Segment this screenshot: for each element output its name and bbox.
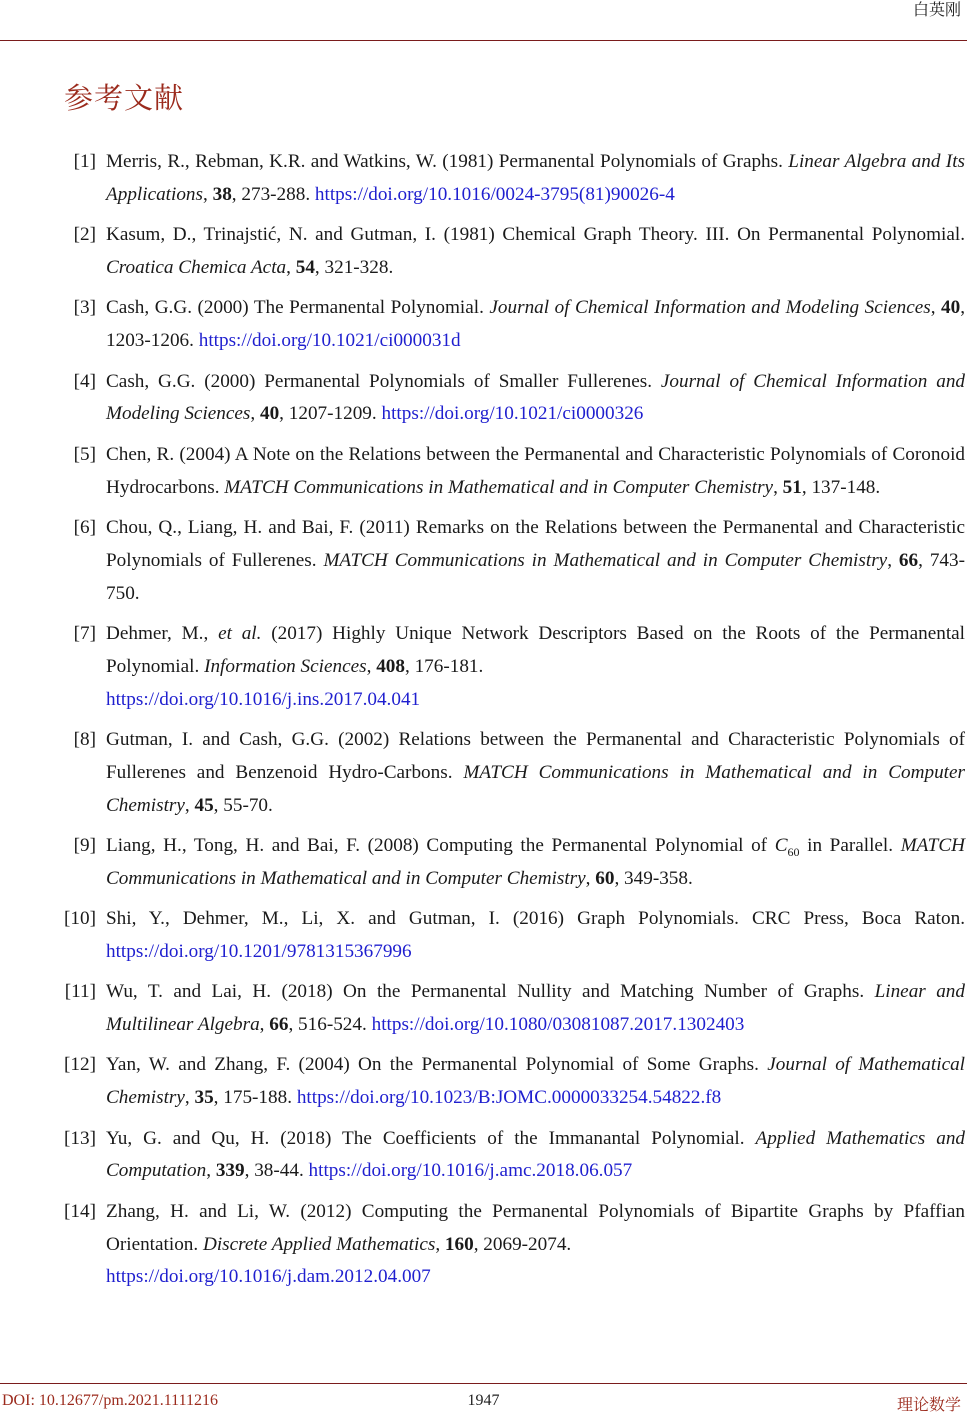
reference-volume: 66: [898, 549, 919, 571]
reference-volume: 40: [941, 297, 961, 319]
reference-journal: Journal of Mathematical Chemistry: [106, 1054, 966, 1109]
reference-volume: 51: [782, 476, 802, 498]
reference-journal: Croatica Chemica Acta: [106, 256, 287, 278]
reference-pages: , 38-44.: [244, 1160, 309, 1182]
reference-item: [7] Dehmer, M., et al. (2017) Highly Unique Network Descriptors Based on the Roots of the Permanental Polynomial. Information Sciences, 408, 176-181. https://doi.org/10.1016/j.ins.2017.04.041: [64, 618, 965, 716]
footer-doi: DOI: 10.12677/pm.2021.1111216: [2, 1392, 218, 1409]
reference-pages: , 321-328.: [314, 256, 394, 278]
reference-number: [1]: [73, 151, 96, 172]
reference-journal: MATCH Communications in Mathematical and in Computer Chemistry: [106, 834, 966, 889]
reference-item: [4] Cash, G.G. (2000) Permanental Polynomials of Smaller Fullerenes. Journal of Chemical Information and Modeling Sciences, 40, 1207-1209. https://doi.org/10.1021/ci0000326: [64, 366, 965, 432]
reference-number: [2]: [73, 224, 96, 246]
reference-item: [3] Cash, G.G. (2000) The Permanental Polynomial. Journal of Chemical Information and Modeling Sciences, 40, 1203-1206. https://doi.org/10.1021/ci000031d: [64, 292, 965, 358]
reference-pages: , 2069-2074.: [473, 1233, 572, 1255]
reference-number: [12]: [64, 1054, 96, 1076]
reference-doi-link[interactable]: https://doi.org/10.1080/03081087.2017.1302403: [371, 1014, 745, 1036]
reference-item: [8] Gutman, I. and Cash, G.G. (2002) Relations between the Permanental and Characteristic Polynomials of Fullerenes and Benzenoid Hydro-Carbons. MATCH Communications in Mathematical and in Computer Chemistry, 45, 55-70.: [64, 724, 965, 822]
footer-journal-name: 理论数学: [896, 1397, 961, 1414]
reference-authors: Chou, Q., Liang, H. and Bai, F. (2011) Remarks on the Relations between the Permanental and Characteristic Polynomials of Fullerenes.: [106, 516, 965, 571]
reference-number: [8]: [73, 728, 96, 750]
reference-volume: 35: [194, 1087, 214, 1109]
reference-pages: , 273-288.: [231, 183, 315, 205]
reference-doi-link[interactable]: https://doi.org/10.1021/ci000031d: [198, 330, 461, 352]
reference-item: [12] Yan, W. and Zhang, F. (2004) On the Permanental Polynomial of Some Graphs. Journal of Mathematical Chemistry, 35, 175-188. https://doi.org/10.1023/B:JOMC.0000033254.54822.f8: [64, 1049, 965, 1115]
reference-authors: Wu, T. and Lai, H. (2018) On the Permanental Nullity and Matching Number of Graphs.: [106, 981, 875, 1003]
reference-journal: MATCH Communications in Mathematical and in Computer Chemistry: [224, 476, 774, 498]
reference-authors: Kasum, D., Trinajstić, N. and Gutman, I. (1981) Chemical Graph Theory. III. On Permanental Polynomial.: [106, 224, 965, 246]
reference-math-subscript: 60: [787, 844, 800, 859]
reference-authors: Liang, H., Tong, H. and Bai, F. (2008) Computing the Permanental Polynomial of: [106, 834, 775, 856]
reference-pages: , 176-181.: [404, 655, 484, 677]
reference-volume: 60: [595, 867, 615, 889]
reference-doi-link[interactable]: https://doi.org/10.1201/9781315367996: [106, 940, 412, 962]
reference-journal: MATCH Communications in Mathematical and in Computer Chemistry: [323, 549, 888, 571]
reference-number: [9]: [73, 834, 96, 856]
reference-list: [64, 146, 965, 1302]
reference-pages: , 175-188.: [213, 1087, 297, 1109]
reference-doi-link[interactable]: https://doi.org/10.1021/ci0000326: [381, 403, 644, 425]
reference-pages: , 137-148.: [801, 476, 881, 498]
reference-journal: Applied Mathematics and Computation: [106, 1127, 966, 1182]
reference-item: [2] Kasum, D., Trinajstić, N. and Gutman, I. (1981) Chemical Graph Theory. III. On Permanental Polynomial. Croatica Chemica Acta, 54, 321-328.: [64, 219, 965, 285]
reference-number: [10]: [64, 908, 96, 930]
reference-journal: Linear and Multilinear Algebra: [106, 981, 965, 1036]
reference-item: [9] Liang, H., Tong, H. and Bai, F. (2008) Computing the Permanental Polynomial of $C_{60}$ in Parallel. MATCH Communications in Mathematical and in Computer Chemistry, 60, 349-358.: [64, 830, 965, 896]
reference-item: [14] Zhang, H. and Li, W. (2012) Computing the Permanental Polynomials of Bipartite Graphs by Pfaffian Orientation. Discrete Applied Mathematics, 160, 2069-2074. https://doi.org/10.1016/j.dam.2012.04.007: [64, 1196, 965, 1294]
reference-pages: , 516-524.: [288, 1014, 372, 1036]
reference-authors: Merris, R., Rebman, K.R. and Watkins, W. (1981) Permanental Polynomials of Graphs.: [106, 151, 789, 172]
reference-volume: 40: [259, 403, 280, 425]
reference-item: [5] Chen, R. (2004) A Note on the Relations between the Permanental and Characteristic Polynomials of Coronoid Hydrocarbons. MATCH Communications in Mathematical and in Computer Chemistry, 51, 137-148.: [64, 439, 965, 505]
page-number: 1947: [467, 1392, 500, 1409]
reference-journal: MATCH Communications in Mathematical and in Computer Chemistry: [106, 761, 965, 816]
reference-pages: , 55-70.: [213, 794, 273, 816]
reference-journal: Discrete Applied Mathematics: [202, 1233, 436, 1255]
reference-number: [13]: [64, 1127, 96, 1149]
reference-item: [6] Chou, Q., Liang, H. and Bai, F. (2011) Remarks on the Relations between the Permanental and Characteristic Polynomials of Fullerenes. MATCH Communications in Mathematical and in Computer Chemistry, 66, 743-750.: [64, 512, 965, 610]
reference-volume: 408: [376, 655, 405, 677]
reference-number: [3]: [73, 297, 96, 319]
reference-number: [4]: [73, 370, 96, 392]
header-author: 白英刚: [912, 2, 961, 19]
reference-number: [11]: [64, 981, 96, 1003]
reference-authors: Cash, G.G. (2000) Permanental Polynomials of Smaller Fullerenes.: [106, 370, 661, 392]
reference-number: [5]: [73, 443, 96, 465]
footer-divider: [0, 1383, 967, 1384]
reference-volume: 54: [295, 256, 315, 278]
reference-et-al: et al.: [218, 622, 262, 644]
reference-journal: Linear Algebra and Its Applications: [106, 151, 965, 205]
reference-volume: 339: [215, 1160, 245, 1182]
reference-pages: , 349-358.: [614, 867, 693, 889]
reference-volume: 160: [444, 1233, 474, 1255]
reference-doi-link[interactable]: https://doi.org/10.1016/j.amc.2018.06.057: [308, 1160, 633, 1182]
reference-volume: 66: [269, 1014, 289, 1036]
reference-journal: Information Sciences: [204, 655, 367, 677]
reference-pages: , 743-750.: [106, 549, 966, 604]
reference-item: [64, 903, 965, 969]
header-divider: [0, 40, 967, 41]
reference-journal: Journal of Chemical Information and Modeling Sciences: [489, 297, 931, 319]
reference-volume: 38: [212, 183, 232, 205]
reference-math-symbol: C: [774, 834, 788, 856]
reference-pages: , 1203-1206.: [106, 297, 966, 352]
reference-number: [14]: [64, 1200, 96, 1222]
reference-pages: , 1207-1209.: [279, 403, 382, 425]
reference-authors: Cash, G.G. (2000) The Permanental Polynomial.: [106, 297, 490, 319]
reference-doi-link[interactable]: https://doi.org/10.1023/B:JOMC.0000033254.54822.f8: [296, 1087, 722, 1109]
reference-authors: Yan, W. and Zhang, F. (2004) On the Permanental Polynomial of Some Graphs.: [106, 1054, 768, 1076]
reference-authors: Yu, G. and Qu, H. (2018) The Coefficients of the Immanantal Polynomial.: [106, 1127, 756, 1149]
reference-authors: Zhang, H. and Li, W. (2012) Computing the Permanental Polynomials of Bipartite Graphs by Pfaffian Orientation.: [106, 1200, 965, 1255]
reference-number: [6]: [73, 516, 96, 538]
reference-authors: Chen, R. (2004) A Note on the Relations between the Permanental and Characteristic Polynomials of Coronoid Hydrocarbons.: [106, 443, 965, 498]
reference-journal: Journal of Chemical Information and Modeling Sciences: [106, 370, 966, 425]
reference-doi-link[interactable]: https://doi.org/10.1016/j.ins.2017.04.041: [106, 688, 421, 710]
reference-item: [11] Wu, T. and Lai, H. (2018) On the Permanental Nullity and Matching Number of Graphs. Linear and Multilinear Algebra, 66, 516-524. https://doi.org/10.1080/03081087.2017.1302403: [64, 976, 965, 1042]
reference-authors: (2017) Highly Unique Network Descriptors Based on the Roots of the Permanental Polynomial.: [106, 622, 966, 677]
reference-volume: 45: [194, 794, 214, 816]
section-title: 参考文献: [64, 81, 185, 115]
reference-number: [7]: [73, 622, 96, 644]
reference-item: [13] Yu, G. and Qu, H. (2018) The Coefficients of the Immanantal Polynomial. Applied Mathematics and Computation, 339, 38-44. https://doi.org/10.1016/j.amc.2018.06.057: [64, 1123, 965, 1189]
reference-authors-lead: Dehmer, M.,: [106, 622, 219, 644]
reference-doi-link[interactable]: https://doi.org/10.1016/0024-3795(81)90026-4: [314, 183, 675, 205]
reference-doi-link[interactable]: https://doi.org/10.1016/j.dam.2012.04.007: [106, 1266, 431, 1288]
reference-item: [1] Merris, R., Rebman, K.R. and Watkins, W. (1981) Permanental Polynomials of Graphs. Linear Algebra and Its Applications, 38, 273-288. https://doi.org/10.1016/0024-3795(81)90026-4: [64, 146, 965, 212]
reference-authors: Gutman, I. and Cash, G.G. (2002) Relations between the Permanental and Characteristic Polynomials of Fullerenes and Benzenoid Hydro-Carbons.: [106, 728, 965, 783]
reference-authors-tail: in Parallel.: [799, 834, 901, 856]
reference-authors: Shi, Y., Dehmer, M., Li, X. and Gutman, I. (2016) Graph Polynomials. CRC Press, Boca Raton.: [106, 908, 965, 930]
